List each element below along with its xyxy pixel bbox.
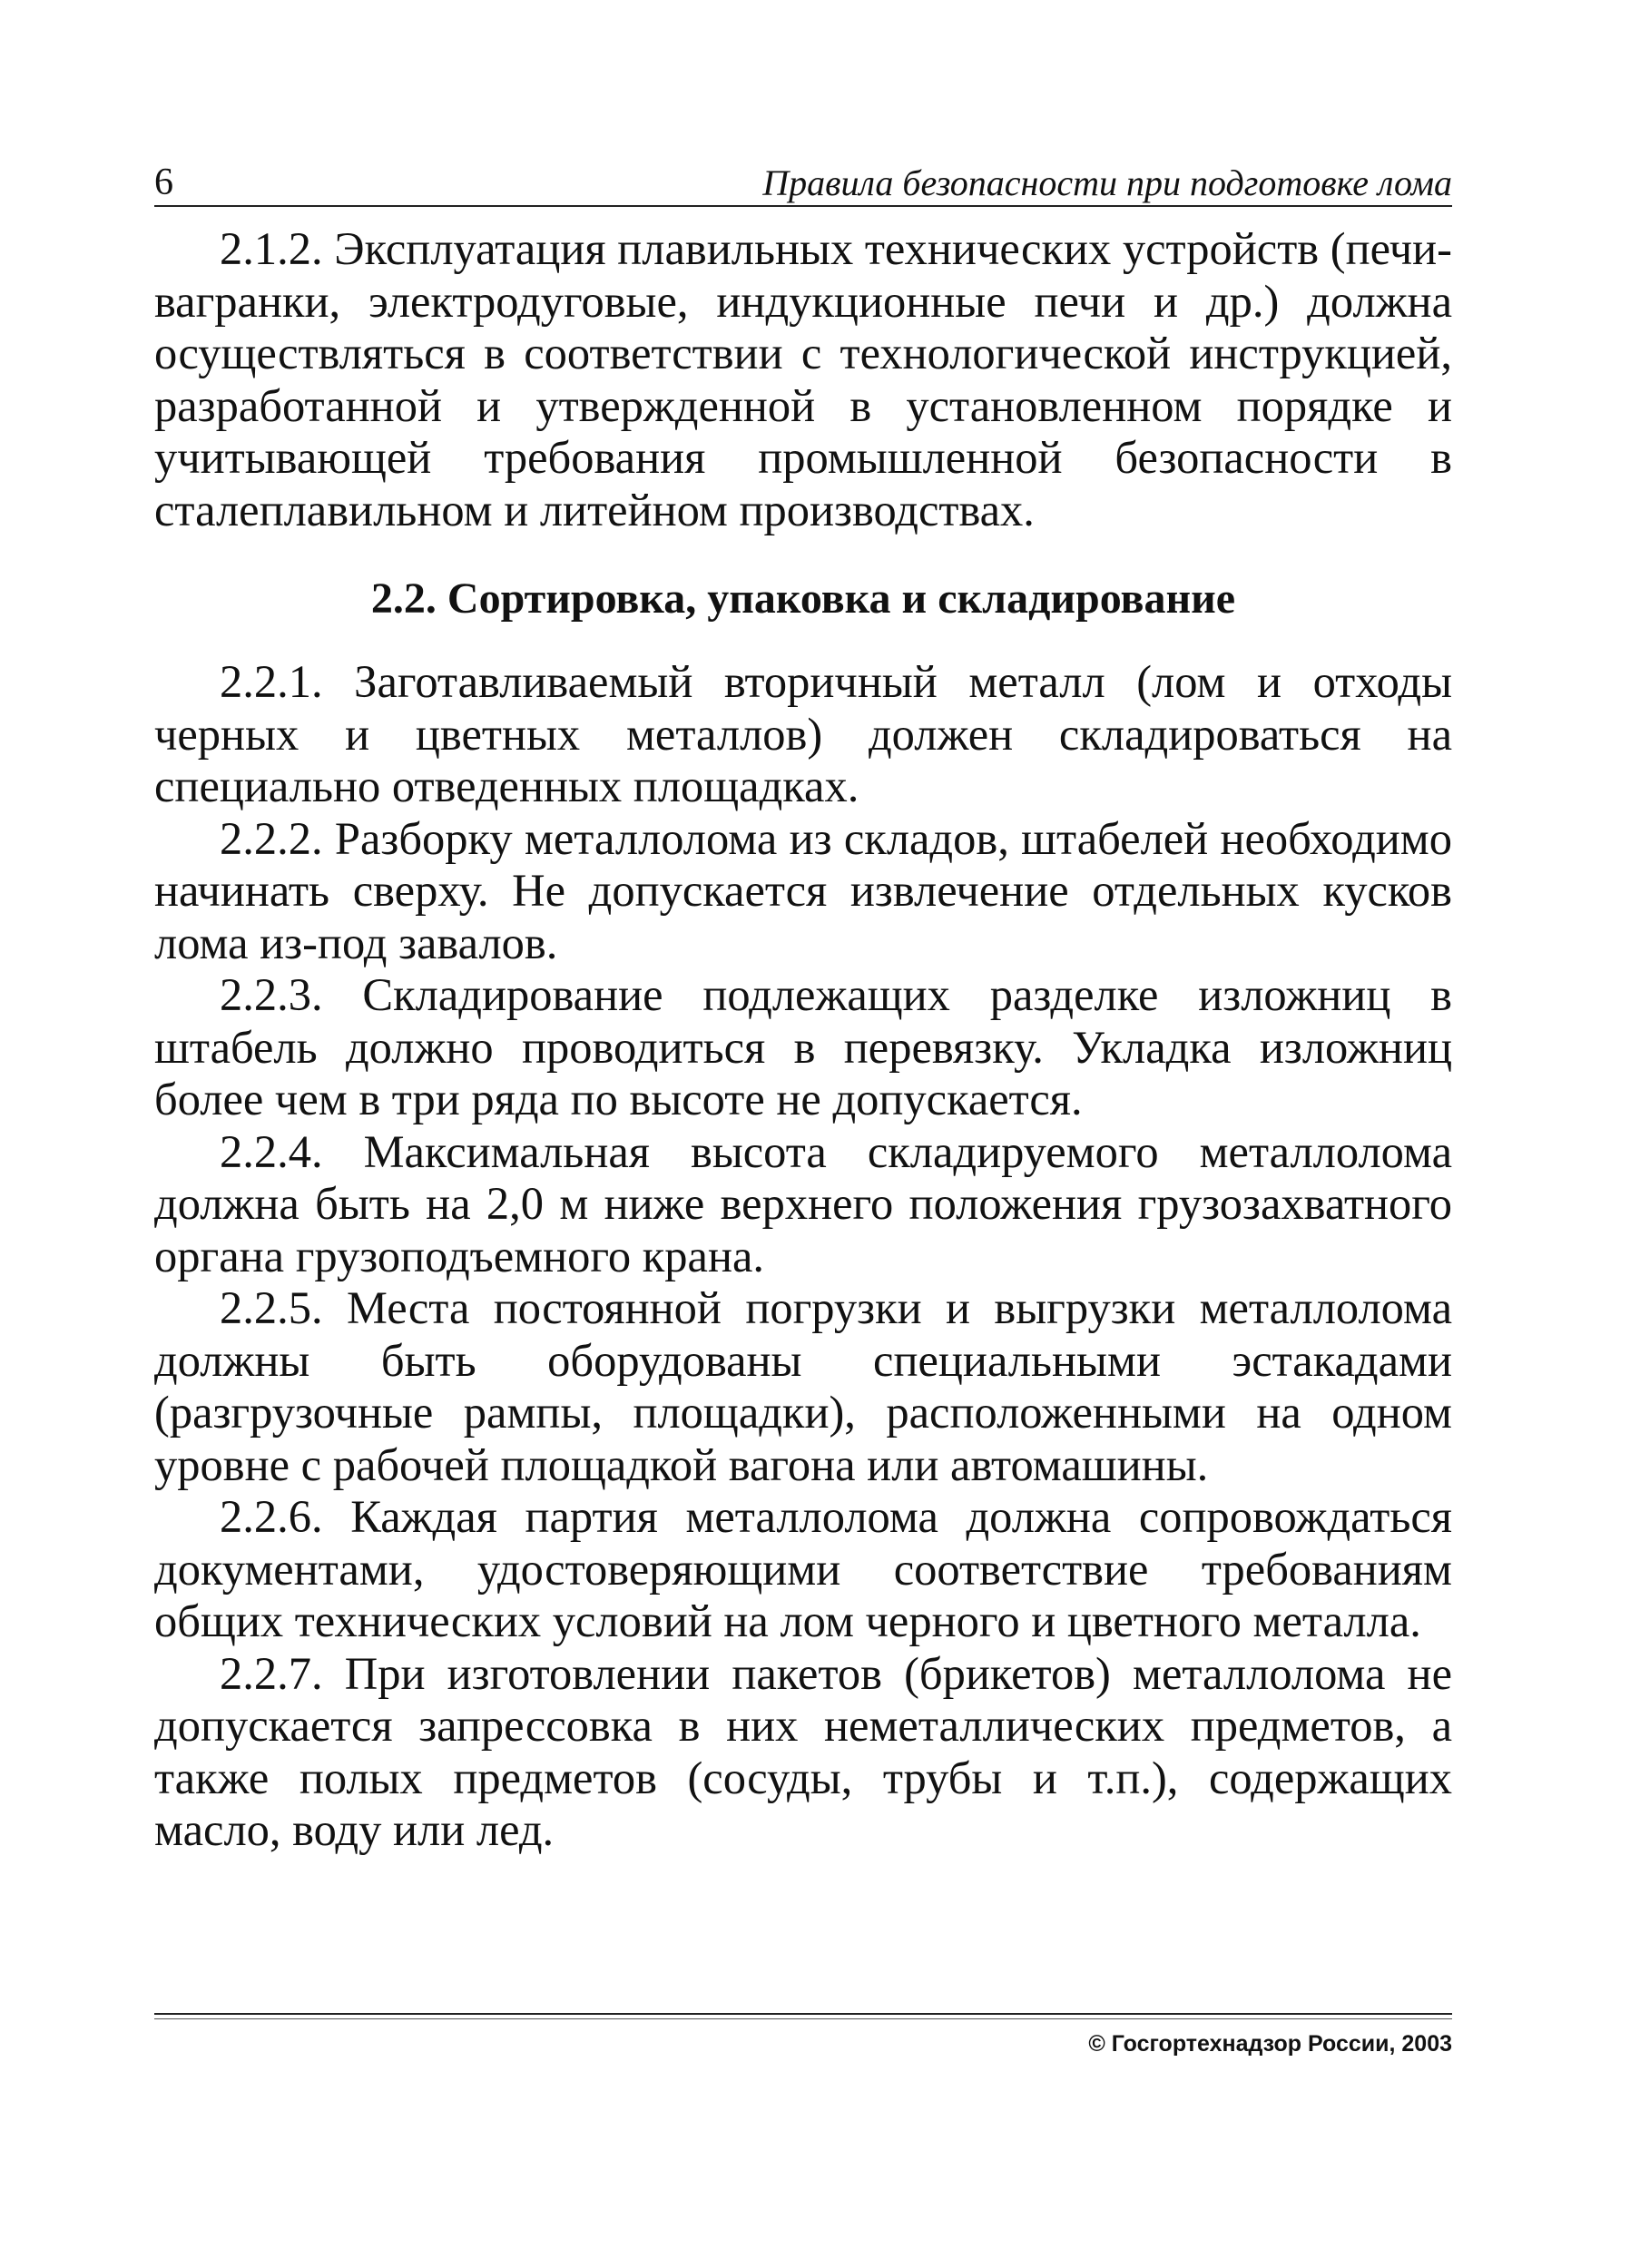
paragraph-2-2-1: 2.2.1. Заготавливаемый вторичный металл (лом и отходы черных и цветных металлов) должен складироваться на специально отведенных площадках. xyxy=(154,656,1452,811)
running-title: Правила безопасности при подготовке лома xyxy=(762,162,1452,203)
page-number: 6 xyxy=(154,162,173,203)
footer-divider xyxy=(154,2013,1452,2015)
paragraph-2-2-2: 2.2.2. Разборку металлолома из складов, штабелей необходимо начинать сверху. Не допускается извлечение отдельных кусков лома из-под завалов. xyxy=(154,812,1452,968)
running-header xyxy=(154,154,1452,207)
paragraph-2-2-6: 2.2.6. Каждая партия металлолома должна сопровождаться документами, удостоверяющими соответствие требованиям общих технических условий на лом черного и цветного металла. xyxy=(154,1491,1452,1646)
section-heading: 2.2. Сортировка, упаковка и складирование xyxy=(370,574,1236,623)
footer-divider-thin xyxy=(154,2018,1452,2019)
paragraph-2-2-4: 2.2.4. Максимальная высота складируемого металлолома должна быть на 2,0 м ниже верхнего положения грузозахватного органа грузоподъемного крана. xyxy=(154,1125,1452,1281)
paragraph-2-2-3: 2.2.3. Складирование подлежащих разделке изложниц в штабель должно проводиться в перевязку. Укладка изложниц более чем в три ряда по высоте не допускается. xyxy=(154,969,1452,1124)
paragraph-2-1-2: 2.1.2. Эксплуатация плавильных технических устройств (печи-вагранки, электродуговые, индукционные печи и др.) должна осуществляться в соответствии с технологической инструкцией, разработанной и утвержденной в установленном порядке и учитывающей требования промышленной безопасности в сталеплавильном и литейном производствах. xyxy=(154,223,1452,535)
paragraph-2-2-7: 2.2.7. При изготовлении пакетов (брикетов) металлолома не допускается запрессовка в них неметаллических предметов, а также полых предметов (сосуды, трубы и т.п.), содержащих масло, воду или лед. xyxy=(154,1647,1452,1855)
document-body xyxy=(154,223,1452,1857)
copyright-notice: © Госгортехнадзор России, 2003 xyxy=(1088,2031,1452,2057)
paragraph-2-2-5: 2.2.5. Места постоянной погрузки и выгрузки металлолома должны быть оборудованы специальными эстакадами (разгрузочные рампы, площадки), расположенными на одном уровне с рабочей площадкой вагона или автомашины. xyxy=(154,1282,1452,1490)
